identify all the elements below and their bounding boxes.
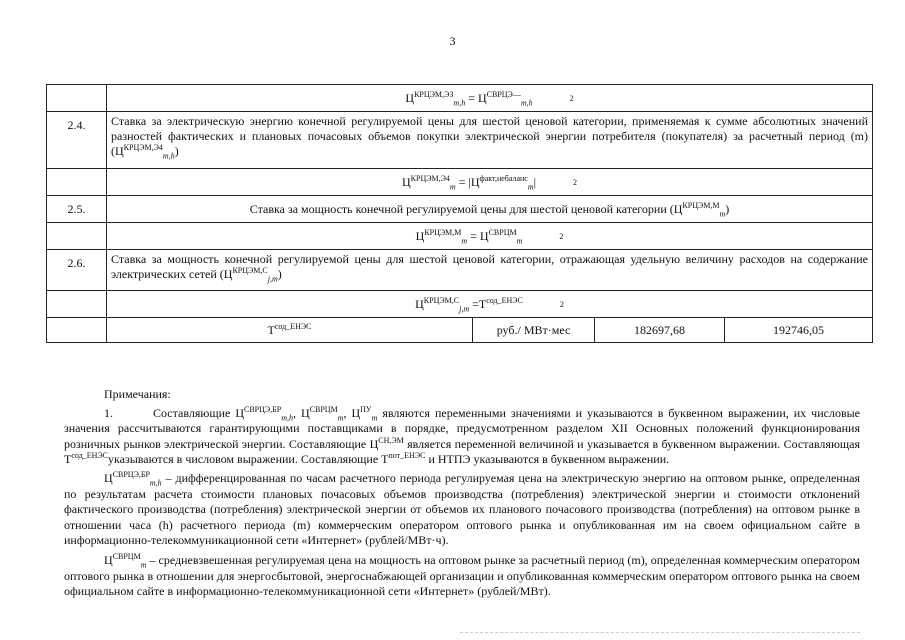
scan-artifact-line	[460, 632, 860, 634]
value-unit: руб./ МВт·мес	[473, 318, 595, 343]
row-description: Ставка за электрическую энергию конечной регулируемой цены для шестой ценовой категории, применяемая к сумме абсолютных значений разностей фактических и плановых почасовых объемов покупки электрической энергии потребителя (покупателя) за расчетный период (m) $(Ц^{КРЦЭМ,Э4}_{m,h})$	[107, 112, 873, 169]
row-description: Ставка за мощность конечной регулируемой цены для шестой ценовой категории, отражающая удельную величину расходов на содержание электрических сетей $(Ц^{КРЦЭМ,С}_{j,m})$	[107, 250, 873, 291]
notes-section	[64, 387, 860, 600]
value-second: 192746,05	[725, 318, 873, 343]
table-row	[47, 291, 873, 318]
notes-heading: Примечания:	[104, 387, 171, 401]
formula-cell: $Ц^{КРЦЭМ,М}_m = Ц^{СВРЦМ}_m$ 2	[107, 223, 873, 250]
note-paragraph-3: $Ц^{СВРЦМ}_m$ – средневзвешенная регулируемая цена на мощность на оптовом рынке за расчетный период (m), определенная коммерческим оператором оптового рынка в отношении для энергосбытовой, энергоснабжающей организации и опубликованная коммерческим оператором оптового рынка на своем официальном сайте в информационно-телекоммуникационной сети «Интернет» (рублей/МВт).	[64, 551, 860, 599]
row-number: 2.5.	[47, 196, 107, 223]
row-number: 2.6.	[47, 250, 107, 291]
note-paragraph-1: 1. Составляющие $Ц^{СВРЦЭ,БР}_{m,h}$, $Ц^{СВРЦМ}_m$, $Ц^{ПУ}_m$ являются переменными значениями и указываются в буквенном выражении, их числовые значения рассчитываются гарантирующими поставщиками в порядке, предусмотренном разделом XII Основных положений функционирования розничных рынков электрической энергии. Составляющие $Ц^{СН,ЭМ}$ является переменной величиной и указывается в буквенном выражении. Составляющая $Т^{сод\_ЕНЭС}указываются$ в числовом выражении. Составляющие $Т^{пот\_ЕНЭС}$ и НТПЭ указываются в буквенном выражении.	[64, 404, 860, 467]
row-description: Ставка за мощность конечной регулируемой цены для шестой ценовой категории $(Ц^{КРЦЭМ,М}_m)$	[107, 196, 873, 223]
row-number: 2.4.	[47, 112, 107, 169]
table-row	[47, 318, 873, 343]
value-label: $Т^{сод\_ЕНЭС}$	[107, 318, 473, 343]
formula-cell: $Ц^{КРЦЭМ,ЭЗ}_{m,h} = Ц^{СВРЦЭ—}_{m,h}$ 2	[107, 85, 873, 112]
table-row	[47, 112, 873, 169]
table-row	[47, 250, 873, 291]
table-row	[47, 223, 873, 250]
table-row	[47, 85, 873, 112]
table-row	[47, 169, 873, 196]
page-number: 3	[449, 34, 456, 48]
note-paragraph-2: $Ц^{СВРЦЭ,БР}_{m,h}$ – дифференцированная по часам расчетного периода регулируемая цена на электрическую энергию на оптовом рынке, определенная по результатам расчета стоимости плановых почасовых объемов производства (потребления) электрической энергии и стоимости отклонений фактического производства (потребления) электрической энергии от объемов их планового почасового производства (потребления) на оптовом рынке в отношении часа (h) расчетного периода (m) коммерческим оператором оптового рынка и опубликованная им на своем официальном сайте в информационно-телекоммуникационной сети «Интернет» (рублей/МВт·ч).	[64, 469, 860, 548]
formula-cell: $Ц^{КРЦЭМ,Э4}_m = |Ц^{факт,небаланс}_m|$ 2	[107, 169, 873, 196]
table-row	[47, 196, 873, 223]
tariff-table	[46, 84, 873, 343]
value-first: 182697,68	[595, 318, 725, 343]
formula-cell: $Ц^{КРЦЭМ,С}_{j,m} =Т^{сод\_ЕНЭС}$ 2	[107, 291, 873, 318]
